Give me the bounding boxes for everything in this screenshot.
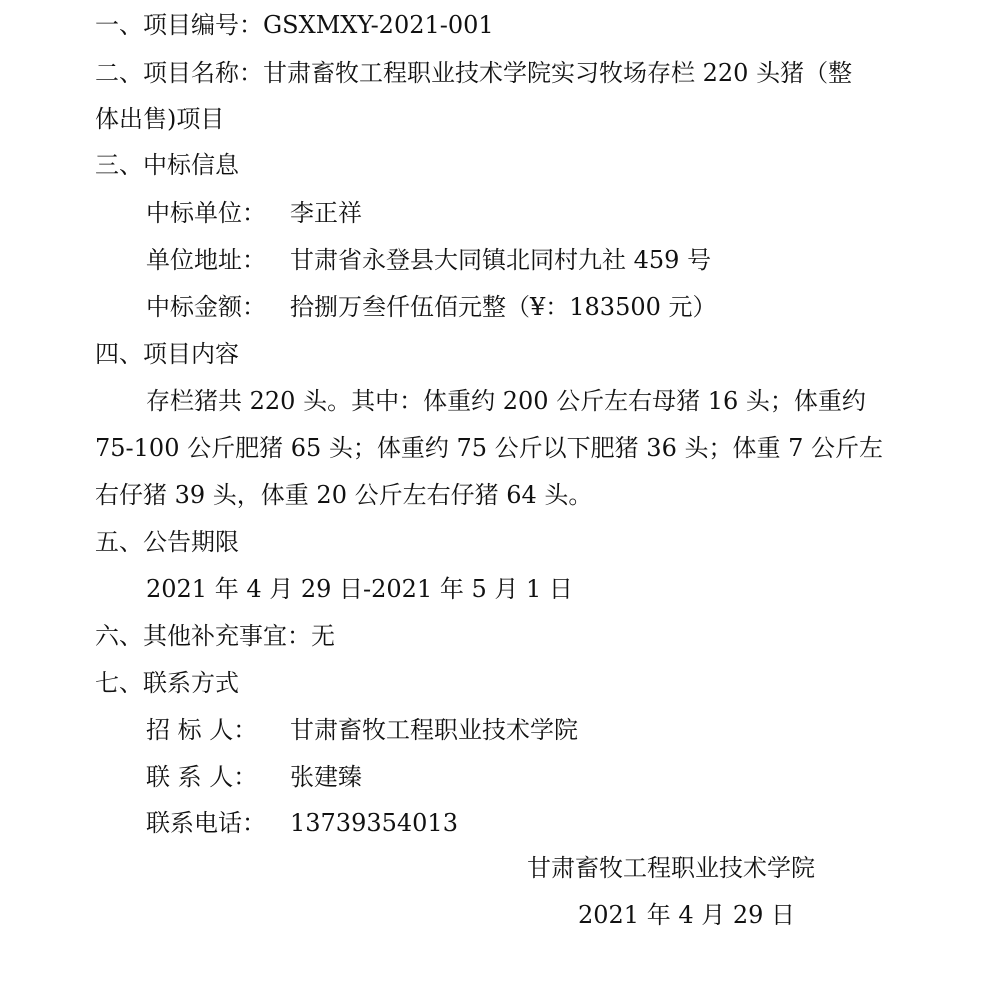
amount-label: 中标金额： <box>146 293 266 321</box>
section-notice-period: 五、公告期限 <box>95 528 239 556</box>
winner-row <box>146 198 362 228</box>
section-project-content: 四、项目内容 <box>95 340 239 368</box>
project-name-line-2: 体出售)项目 <box>95 105 225 133</box>
phone-label: 联系电话： <box>146 809 266 837</box>
signature-date: 2021 年 4 月 29 日 <box>578 901 796 929</box>
address-label: 单位地址： <box>146 246 266 274</box>
address-value: 甘肃省永登县大同镇北同村九社 459 号 <box>290 246 712 274</box>
phone-row <box>146 808 458 838</box>
tenderer-row <box>146 715 578 745</box>
content-line-2: 75-100 公斤肥猪 65 头；体重约 75 公斤以下肥猪 36 头；体重 7 公斤左 <box>95 434 884 462</box>
project-number: 一、项目编号：GSXMXY-2021-001 <box>95 11 494 39</box>
signature-organization: 甘肃畜牧工程职业技术学院 <box>527 854 815 882</box>
section-other-matters: 六、其他补充事宜：无 <box>95 622 335 650</box>
address-row <box>146 245 711 275</box>
notice-period-value: 2021 年 4 月 29 日-2021 年 5 月 1 日 <box>146 575 573 603</box>
amount-row <box>146 292 717 322</box>
winner-value: 李正祥 <box>290 199 362 227</box>
section-winning-info: 三、中标信息 <box>95 151 239 179</box>
winner-label: 中标单位： <box>146 199 266 227</box>
contact-person-value: 张建臻 <box>290 763 362 791</box>
amount-value: 拾捌万叁仟伍佰元整（¥：183500 元） <box>290 293 717 321</box>
tenderer-value: 甘肃畜牧工程职业技术学院 <box>290 716 578 744</box>
project-name-line-1: 二、项目名称：甘肃畜牧工程职业技术学院实习牧场存栏 220 头猪（整 <box>95 59 853 87</box>
contact-person-row <box>146 762 362 792</box>
phone-value: 13739354013 <box>290 809 458 837</box>
content-line-1: 存栏猪共 220 头。其中：体重约 200 公斤左右母猪 16 头；体重约 <box>146 387 866 415</box>
content-line-3: 右仔猪 39 头，体重 20 公斤左右仔猪 64 头。 <box>95 481 593 509</box>
tenderer-label: 招 标 人： <box>146 716 258 744</box>
contact-person-label: 联 系 人： <box>146 763 258 791</box>
section-contact: 七、联系方式 <box>95 669 239 697</box>
